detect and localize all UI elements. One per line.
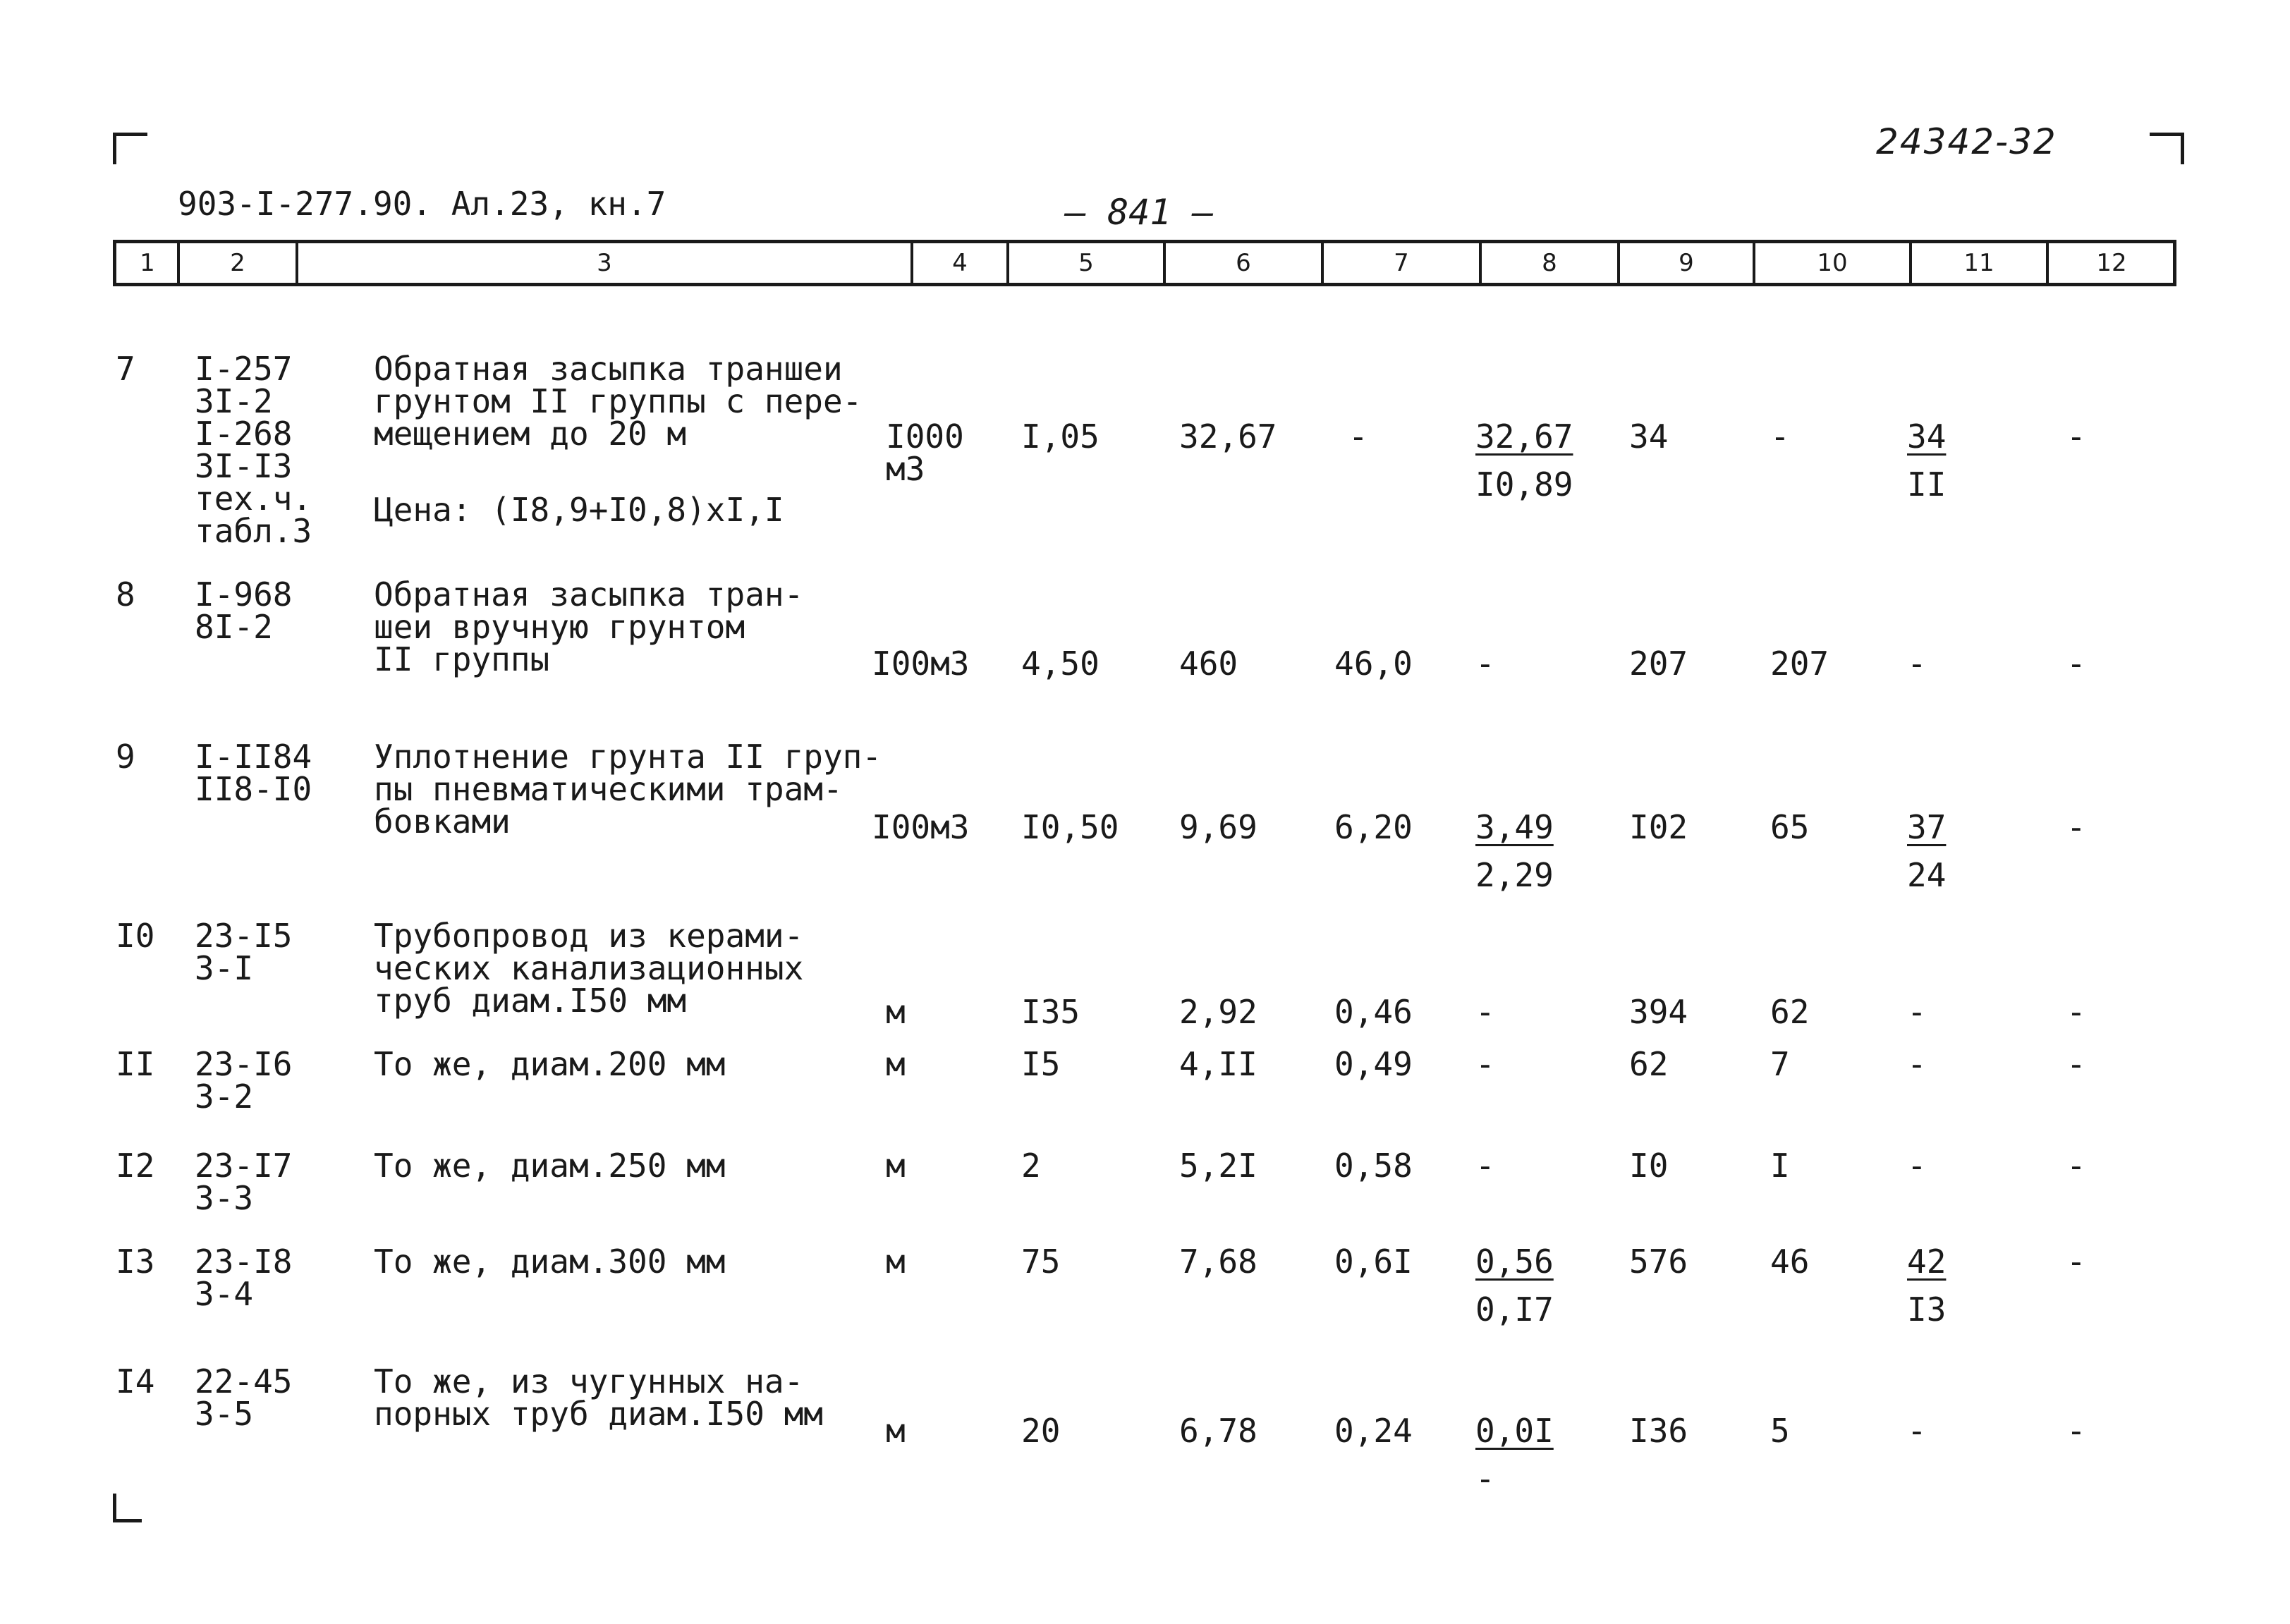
unit-price: 6,78	[1179, 1412, 1257, 1450]
column-divider	[1909, 243, 1912, 283]
norm-code: 3-2	[195, 1077, 254, 1116]
col-11-value: -	[1907, 1147, 1927, 1185]
col-10-value: 46	[1770, 1243, 1810, 1281]
col-11-subvalue: 24	[1907, 856, 1947, 894]
col-12-value: -	[2066, 645, 2086, 683]
col-8-value: -	[1475, 645, 1495, 683]
norm-code: I-II84	[195, 738, 312, 776]
unit-of-measure: м	[886, 1243, 906, 1281]
col-11-value: -	[1907, 993, 1927, 1031]
norm-code: 3-5	[195, 1395, 254, 1433]
col-7-value: 6,20	[1334, 808, 1413, 846]
unit-of-measure: I000	[886, 417, 964, 456]
unit-price: 5,2I	[1179, 1147, 1257, 1185]
unit-of-measure: I00м3	[872, 645, 970, 683]
column-header-8: 8	[1542, 249, 1557, 277]
col-8-subvalue: -	[1475, 1460, 1495, 1498]
work-description: Уплотнение грунта II груп-	[374, 738, 882, 776]
column-header-7: 7	[1394, 249, 1409, 277]
price-note: Цена: (I8,9+I0,8)xI,I	[374, 491, 784, 529]
row-number: I4	[116, 1362, 155, 1400]
col-7-value: -	[1348, 417, 1368, 456]
col-9-value: 62	[1629, 1045, 1669, 1083]
work-description: Обратная засыпка траншеи	[374, 350, 843, 388]
work-description: То же, диам.200 мм	[374, 1045, 726, 1083]
unit-price: 7,68	[1179, 1243, 1257, 1281]
norm-code: 23-I6	[195, 1045, 293, 1083]
col-11-subvalue: I3	[1907, 1290, 1947, 1329]
col-11-value: 42	[1907, 1243, 1947, 1281]
col-11-value: -	[1907, 645, 1927, 683]
col-7-value: 0,58	[1334, 1147, 1413, 1185]
col-11-value: -	[1907, 1045, 1927, 1083]
col-12-value: -	[2066, 1147, 2086, 1185]
col-9-value: 34	[1629, 417, 1669, 456]
norm-code: I-268	[195, 415, 293, 453]
col-12-value: -	[2066, 808, 2086, 846]
unit-of-measure: м	[886, 1147, 906, 1185]
norm-code: 3-I	[195, 949, 254, 987]
col-7-value: 46,0	[1334, 645, 1413, 683]
col-10-value: 5	[1770, 1412, 1790, 1450]
norm-code: I-968	[195, 575, 293, 613]
col-11-subvalue: II	[1907, 465, 1947, 503]
col-8-value: -	[1475, 1147, 1495, 1185]
col-11-value: -	[1907, 1412, 1927, 1450]
work-description: Обратная засыпка тран-	[374, 575, 804, 613]
work-description: шеи вручную грунтом	[374, 608, 745, 646]
norm-code: 3-4	[195, 1275, 254, 1313]
column-header-4: 4	[952, 249, 968, 277]
column-header-1: 1	[140, 249, 155, 277]
work-description: То же, из чугунных на-	[374, 1362, 804, 1400]
quantity: 20	[1021, 1412, 1061, 1450]
work-description: труб диам.I50 мм	[374, 982, 687, 1020]
col-8-subvalue: 0,I7	[1475, 1290, 1554, 1329]
norm-code: тех.ч.	[195, 480, 312, 518]
column-divider	[910, 243, 913, 283]
col-9-value: 394	[1629, 993, 1688, 1031]
row-number: 9	[116, 738, 135, 776]
column-header-12: 12	[2096, 249, 2127, 277]
col-7-value: 0,49	[1334, 1045, 1413, 1083]
work-description: Трубопровод из керами-	[374, 917, 804, 955]
unit-of-measure: м	[886, 1045, 906, 1083]
column-divider	[2046, 243, 2049, 283]
norm-code: 22-45	[195, 1362, 293, 1400]
unit-of-measure: м3	[886, 450, 925, 488]
row-number: 8	[116, 575, 135, 613]
col-8-value: -	[1475, 1045, 1495, 1083]
unit-of-measure: I00м3	[872, 808, 970, 846]
column-header-9: 9	[1679, 249, 1694, 277]
col-10-value: I	[1770, 1147, 1790, 1185]
col-8-subvalue: I0,89	[1475, 465, 1573, 503]
column-header-row	[113, 240, 2176, 286]
column-divider	[1006, 243, 1009, 283]
row-number: I3	[116, 1243, 155, 1281]
corner-mark-bottom-left	[113, 1494, 142, 1522]
sheet-code: 24342-32	[1876, 121, 2057, 162]
unit-price: 2,92	[1179, 993, 1257, 1031]
quantity: 75	[1021, 1243, 1061, 1281]
quantity: I0,50	[1021, 808, 1119, 846]
column-divider	[1617, 243, 1620, 283]
column-divider	[1163, 243, 1166, 283]
column-divider	[1753, 243, 1755, 283]
col-7-value: 0,46	[1334, 993, 1413, 1031]
col-11-value: 34	[1907, 417, 1947, 456]
column-header-11: 11	[1963, 249, 1994, 277]
col-12-value: -	[2066, 1243, 2086, 1281]
norm-code: 3I-I3	[195, 447, 293, 485]
work-description: То же, диам.250 мм	[374, 1147, 726, 1185]
norm-code: 23-I8	[195, 1243, 293, 1281]
col-8-value: 0,0I	[1475, 1412, 1554, 1450]
col-8-subvalue: 2,29	[1475, 856, 1554, 894]
norm-code: I-257	[195, 350, 293, 388]
norm-code: 8I-2	[195, 608, 273, 646]
col-11-value: 37	[1907, 808, 1947, 846]
corner-mark-top-right	[2150, 133, 2184, 164]
col-12-value: -	[2066, 1045, 2086, 1083]
work-description: То же, диам.300 мм	[374, 1243, 726, 1281]
col-7-value: 0,6I	[1334, 1243, 1413, 1281]
col-10-value: 62	[1770, 993, 1810, 1031]
column-header-3: 3	[597, 249, 612, 277]
work-description: порных труб диам.I50 мм	[374, 1395, 823, 1433]
col-9-value: I02	[1629, 808, 1688, 846]
column-header-5: 5	[1078, 249, 1094, 277]
norm-code: табл.3	[195, 512, 312, 550]
quantity: I5	[1021, 1045, 1061, 1083]
unit-of-measure: м	[886, 993, 906, 1031]
column-divider	[1479, 243, 1482, 283]
col-9-value: 207	[1629, 645, 1688, 683]
unit-of-measure: м	[886, 1412, 906, 1450]
row-number: I2	[116, 1147, 155, 1185]
quantity: 4,50	[1021, 645, 1100, 683]
unit-price: 460	[1179, 645, 1238, 683]
unit-price: 32,67	[1179, 417, 1277, 456]
col-8-value: -	[1475, 993, 1495, 1031]
column-divider	[177, 243, 180, 283]
col-12-value: -	[2066, 417, 2086, 456]
unit-price: 9,69	[1179, 808, 1257, 846]
quantity: I,05	[1021, 417, 1100, 456]
col-9-value: 576	[1629, 1243, 1688, 1281]
column-divider	[296, 243, 298, 283]
document-reference: 903-I-277.90. Ал.23, кн.7	[178, 185, 666, 223]
norm-code: 23-I7	[195, 1147, 293, 1185]
work-description: пы пневматическими трам-	[374, 770, 843, 808]
work-description: мещением до 20 м	[374, 415, 687, 453]
column-divider	[1321, 243, 1324, 283]
col-10-value: -	[1770, 417, 1790, 456]
quantity: I35	[1021, 993, 1080, 1031]
col-7-value: 0,24	[1334, 1412, 1413, 1450]
col-8-value: 32,67	[1475, 417, 1573, 456]
quantity: 2	[1021, 1147, 1041, 1185]
row-number: 7	[116, 350, 135, 388]
work-description: грунтом II группы с пере-	[374, 382, 863, 420]
row-number: II	[116, 1045, 155, 1083]
norm-code: 3I-2	[195, 382, 273, 420]
norm-code: 3-3	[195, 1179, 254, 1217]
unit-price: 4,II	[1179, 1045, 1257, 1083]
col-8-value: 0,56	[1475, 1243, 1554, 1281]
norm-code: II8-I0	[195, 770, 312, 808]
norm-code: 23-I5	[195, 917, 293, 955]
col-10-value: 7	[1770, 1045, 1790, 1083]
work-description: бовками	[374, 802, 511, 841]
work-description: ческих канализационных	[374, 949, 804, 987]
col-12-value: -	[2066, 993, 2086, 1031]
col-9-value: I36	[1629, 1412, 1688, 1450]
col-9-value: I0	[1629, 1147, 1669, 1185]
column-header-10: 10	[1817, 249, 1848, 277]
col-10-value: 207	[1770, 645, 1829, 683]
col-8-value: 3,49	[1475, 808, 1554, 846]
column-header-6: 6	[1236, 249, 1251, 277]
col-10-value: 65	[1770, 808, 1810, 846]
work-description: II группы	[374, 640, 550, 678]
corner-mark-top-left	[113, 133, 147, 164]
page-number: — 841 —	[1065, 192, 1214, 233]
col-12-value: -	[2066, 1412, 2086, 1450]
column-header-2: 2	[230, 249, 245, 277]
row-number: I0	[116, 917, 155, 955]
